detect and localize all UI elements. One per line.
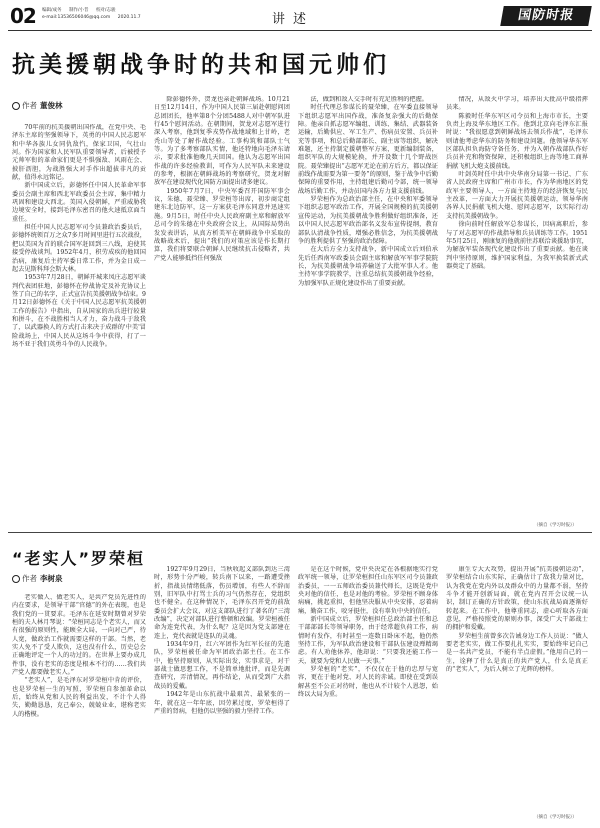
paragraph: 新中国成立后，彭德怀任中国人民革命军事委员会副主席和西北军政委员会主席，集中精力巩固和建设大西北。美国入侵朝鲜，严重威胁我边境安全时，接到毛泽东密召的他火速抵京面当重任。 bbox=[12, 182, 146, 223]
byline-label: 作者 bbox=[22, 101, 37, 110]
byline-circle-icon bbox=[12, 102, 20, 110]
credit-editor: 编辑/成务 bbox=[42, 8, 62, 13]
paragraph: 是在这个时候，党中央决定在各根据地实行党政军统一领导，让罗荣桓担任山东军区司令员兼政治委员，一一五师政治委员兼代师长，这既是党中央对他的信任，也是对他的考验。罗荣桓不顾身体病痛，挑起重担，但他坚决服从中央安排，忍着病痛，勤奋工作，咬牙挺住，没有辜负中央的信任。 bbox=[298, 566, 438, 615]
paragraph: 罗荣桓的“老实”，不仅仅在于他的忠厚与宽容，更在于他对党、对人民的赤诚。即使在受到误解甚至不公正对待时，他也从不计较个人恩怨，始终以大局为重。 bbox=[298, 666, 438, 699]
paragraph: 新中国成立后，罗荣桓担任总政治部主任和总干部部部长等领导职务，由于经常超负荷工作，病情时有发作，有时甚至一连数日卧床不起，他仍然坚持工作，为军队政治建设和干部队伍建设殚精竭虑。有人劝他休养，他却说：“只要我还能工作一天，就要为党和人民做一天事。” bbox=[298, 616, 438, 665]
masthead bbox=[8, 6, 592, 28]
paragraph: 罗荣桓生前曾多次告诫身边工作人员说：“做人要老老实实，做工作要扎扎实实，要始终牢记自己是一名共产党员，不能有半点虚假。”他用自己的一生，诠释了什么是真正的共产党人，什么是真正的“老实人”，为后人树立了光辉的榜样。 bbox=[446, 632, 588, 674]
article2-headline: “老实人”罗荣桓 bbox=[12, 549, 146, 568]
paper-logo: 国防时报 bbox=[500, 6, 592, 26]
article2-endnote: （摘自《学习时报》） bbox=[534, 815, 577, 820]
paragraph: 罗荣桓作为总政治部主任，在中央和军委领导下组织志愿军政治工作，开展全国规模的抗美援朝宣传运动，为抗美援朝战争胜利做好组织准备，还以中国人民志愿军政治部名义发布宣传提纲，教育部队认清战争性质，增强必胜信念，为抗美援朝战争的胜利提供了坚强的政治保障。 bbox=[298, 196, 438, 245]
paragraph: 情况，从敌火中学习，培养出大批高中级指挥员来。 bbox=[446, 96, 588, 112]
paragraph: 1942年是山东抗战中最艰苦、最紧张的一年，就在这一年年底，因劳累过度，罗荣桓得了严重的肾病，但他仍以坚强的毅力坚持工作。 bbox=[154, 691, 290, 715]
article2-column-2 bbox=[154, 566, 290, 820]
credits bbox=[42, 8, 147, 21]
credit-proofreader: 校对/志骏 bbox=[95, 8, 116, 13]
paragraph: 法，做到和敌人交手时有充足胜利的把握。 bbox=[310, 96, 428, 103]
paragraph: 在大后方全力支持战争，新中国成立后刘伯承先后任西南军政委员会副主席和解放军军事学院院长，为抗美援朝战争培养输送了大批军事人才。他主持军事学院教学，注重总结抗美援朝战争经验，为加强军队正规化建设作出了重要贡献。 bbox=[298, 246, 438, 287]
article-divider bbox=[8, 532, 592, 533]
section-name: 讲述 bbox=[272, 12, 315, 27]
article1-column-1 bbox=[12, 124, 146, 526]
article1-byline bbox=[12, 100, 63, 111]
article1-column-3 bbox=[298, 96, 438, 526]
paragraph: 1934年9月，红六军团作为红军长征的先遣队，罗荣桓被任命为军团政治部主任。在工作中，他坚持原则，从实际出发，实事求是，对干部战士做思想工作，不是简单地批评，而是先调查研究，弄清情况，再作结论，从而受到广大指战员的爱戴。 bbox=[154, 641, 290, 690]
article1-column-4 bbox=[446, 96, 588, 516]
issue-date: 2020.11.7 bbox=[117, 14, 141, 20]
paragraph: 叶剑英时任中共中央华南分局第一书记、广东省人民政府主席和广州市市长，作为华南地区的党政军主要领导人，一方面主持地方的经济恢复与民主改革，一方面大力开展抗美援朝运动，领导华南各界人民捐献飞机大炮、慰问志愿军，以实际行动支持抗美援朝战争。 bbox=[446, 171, 588, 220]
paragraph: 陈毅时任华东军区司令员和上海市市长，主要负责上海及华东地区工作。他到北京向毛泽东汇报时说：“我很愿意到朝鲜战场去领兵作战”，毛泽东则请他考虑华东的防务和建设问题。他领导华东军区部队担负海防守备任务，并为入朝作战部队作好兵员补充和物资保障，还积极组织上海等地工商界捐献飞机大炮支援前线。 bbox=[446, 112, 588, 170]
paragraph: 1950年7月7日，中央军委召开国防军事会议，朱德、聂荣臻、罗荣桓等出席，初步商定组建东北边防军，这一方案获毛泽东同意并迅速实施。9月5日，时任中央人民政府副主席和解放军总司令的朱德在中央政府会议上，从国际局势出发发表讲话，从真方析美军在朝鲜战争中采取的战略战术后，提出“我们的对策应该是作长期打算，我们将要联合朝鲜人民继续抗击侵略者，共产党人能够抵挡任何强敌 bbox=[154, 187, 290, 262]
article1-headline: 抗美援朝战争时的共和国元帅们 bbox=[12, 52, 390, 78]
article2-column-4 bbox=[446, 566, 588, 812]
paragraph: 1927年9月29日，当秋收起义部队到达三湾时，形势十分严峻，转兵南下以来，一路遭受挫折，指战员情绪低落，伤员增加，有些人不辞而别，旧军队中打骂士兵的习气仍然存在，党组织也不健全。在这种情况下，毛泽东召开党的前敌委员会扩大会议，对这支部队进行了著名的“三湾改编”，决定对部队进行整顿和改编。罗荣桓被任命为连党代表，为什么呢？这是因为党支部建在连上，党代表就是连队的灵魂。 bbox=[154, 566, 290, 640]
paragraph: 70年前的抗美援朝出国作战，在党中央、毛泽东主席的坚强领导下，英勇的中国人民志愿军和中华各族儿女同仇敌忾，保家卫国，气壮山河。作为国家和人民军队重要领导者，后被授予元帅军衔的革命家们更是不惧强敌、风雨在会、披肝沥胆，为战胜强大对手作出超拔非凡的贡献，值得永远铭记。 bbox=[12, 124, 146, 182]
byline-author: 董俊林 bbox=[40, 101, 63, 110]
paragraph: 老实做人、做老实人，是共产党员先进性的内在要求，是领导干部“官德”的外在表现，也是我们党的一贯要求。毛泽东在延安时期曾对罗荣桓的夫人林月琴说：“荣桓同志是个老实人，而又有很强的原则性，能顾全大局，一向对己严，待人宽，做政治工作就需要这样的干部。当然，老实人免不了受人欺负，这也没有什么，历史总会正确地评定一个人的功过的。在世界上要办成几件事，没有老实的态度是根本不行的……我们共产党人都要做老实人。” bbox=[12, 594, 146, 677]
paragraph: 徐向前时任解放军总参谋长，因病离职后，参与了对志愿军的作战指导和兵员训练等工作。1951年5月25日，刚康复的他就前往苏联洽谈援助事宜，为解放军装备现代化建设作出了重要贡献。他在谈判中坚持原则，维护国家利益，为我军换装新式武器奠定了基础。 bbox=[446, 221, 588, 270]
credit-producer: 制作/小昔 bbox=[68, 8, 89, 13]
byline-author: 李树泉 bbox=[40, 574, 63, 583]
byline-label: 作者 bbox=[22, 574, 37, 583]
paragraph: 1953年7月28日，朝鲜开城来凤庄志愿军谈判代表团驻地，彭德怀在停战协定及补充协议上签了自己的名字，正式宣告抗美援朝战争结束。9月12日彭德怀在《关于中国人民志愿军抗美援朝工作的报告》中指出，自从国家的出兵进行较量和拼斗，在不战胜相当人才力，奋力战斗于敌我了，以武器换人的方式打击来决于成群的'中美'冒险战场上，中国人民从这场斗争中获得，打了一场不亚于我们英勇斗争的人民战争。 bbox=[12, 274, 146, 348]
paragraph: 除彭德怀外，贺龙也亲赴朝鲜战场。10月21日至12月14日，作为中国人民第三届赴朝慰问团总团团长，他率第8个分团5488人对中朝军队进行45个慰问活动。在朝期间，贺龙对志愿军进行深入考察，他到复季戎势作战地域和上甘岭，老秃山等处了解作战经验。工事构筑和部队士气等。为了多考察部队实情，他还特地向毛泽东请示，要求批准他晚几天回国。他认为志愿军出国作战的许多经验教训，可作为人民军队未来建设的参考，根据在朝鲜战场的考察研究，贺龙对解放军在建设现代化国防方面提出诸多建议。 bbox=[154, 96, 290, 187]
article1-endnote: （摘自《学习时报》） bbox=[534, 523, 577, 528]
credit-email: e-mail:13536506046@qq.com bbox=[42, 14, 111, 20]
article2-column-1 bbox=[12, 594, 146, 820]
byline-circle-icon bbox=[12, 575, 20, 583]
paragraph: 康生专大大攻势，提出开展“抗美援朝运动”，罗荣桓结合山东实际，正确估计了敌我力量对比，认为我党在党内外以及群众中的力量都不弱，坚持斗争才能开创新局面，就在党内召开会议统一认识，制订正确的方针政策，使山东抗战局面逐渐好转起来。在工作中，他尊重同志，虚心听取各方面意见，严格按照党的原则办事，深受广大干部战士的拥护和爱戴。 bbox=[446, 566, 588, 632]
paragraph: 担任中国人民志愿军司令员兼政治委员后，彭德怀统领百万之众7多月时间里进行五次战役，把以美国为首的联合国军赶回到三八线，迫使其接受停战谈判。1952年4月，积劳成疾的他回国治病，康复后主持军委日常工作，并为金日成一起去见斯科拜会斯大林。 bbox=[12, 224, 146, 273]
paragraph: 时任代理总参谋长的聂荣臻，在军委直接领导下组织志愿军出国作战，准备复杂强大的后勤保障。他亲自抓志愿军编组、训练、集结、武器装备运输，后勤供应、军工生产、伤病员安置、兵员补充等事项，和总后勤部部长、副主席等组织，解决难题，还主持制定援朝整军方案，更新编制装备，组织军队的大规模轮换，并开设数十几个野战医院。聂荣臻提出“志愿军无论在前方后方，都以保证前线作战需要为第一要务”的原则，鉴于战争中后勤保障的重要作用，主持组建后勤司令部，统一领导战场后勤工作，并动员国内各方力量支援前线。 bbox=[298, 104, 438, 195]
article2-byline bbox=[12, 573, 63, 584]
masthead-rule bbox=[8, 30, 592, 31]
paragraph: “老实人”，是毛泽东对罗荣桓中肯的评价，也是罗荣桓一生的写照，罗荣桓自参加革命以后，始终从党和人民的利益出发，不计个人得失，勤勤恳恳，克己奉公，兢兢业业，堪称老实人的楷模。 bbox=[12, 677, 146, 718]
article1-column-2 bbox=[154, 96, 290, 526]
article2-column-3 bbox=[298, 566, 438, 820]
page-number: 02 bbox=[10, 4, 36, 28]
